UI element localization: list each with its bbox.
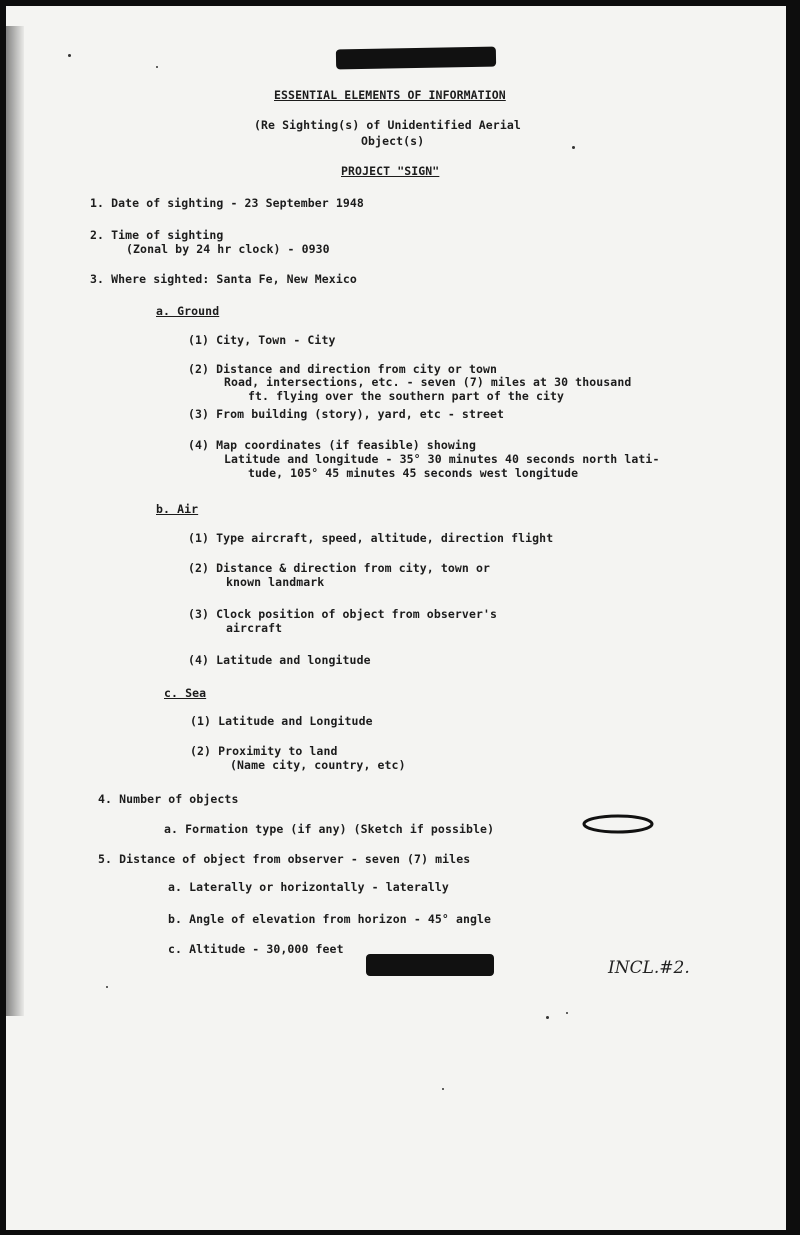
item-3b1: (1) Type aircraft, speed, altitude, direction flight — [188, 531, 554, 545]
scan-speck — [156, 66, 158, 68]
redaction-bar-top — [336, 47, 496, 70]
item-3c2-line2: (Name city, country, etc) — [230, 758, 406, 772]
item-4a-formation: a. Formation type (if any) (Sketch if possible) — [164, 822, 495, 836]
scan-speck — [68, 54, 71, 57]
item-3b-air: b. Air — [156, 502, 199, 516]
item-3a2-line3: ft. flying over the southern part of the city — [248, 389, 565, 403]
item-3b4: (4) Latitude and longitude — [188, 653, 371, 667]
item-3a1: (1) City, Town - City — [188, 333, 336, 347]
item-3b3-line2: aircraft — [226, 621, 283, 635]
item-3a2-line2: Road, intersections, etc. - seven (7) miles at 30 thousand — [224, 375, 632, 389]
item-3a2-line1: (2) Distance and direction from city or town — [188, 362, 498, 376]
document-title: ESSENTIAL ELEMENTS OF INFORMATION — [274, 88, 506, 102]
subtitle-line-1: (Re Sighting(s) of Unidentified Aerial — [254, 118, 521, 132]
item-3b2-line2: known landmark — [226, 575, 325, 589]
scan-speck — [106, 986, 108, 988]
item-3b2-line1: (2) Distance & direction from city, town or — [188, 561, 491, 575]
item-3-where: 3. Where sighted: Santa Fe, New Mexico — [90, 272, 357, 286]
scan-speck — [546, 1016, 549, 1019]
item-3a4-line3: tude, 105° 45 minutes 45 seconds west longitude — [248, 466, 579, 480]
item-5c: c. Altitude - 30,000 feet — [168, 942, 344, 956]
item-3c1: (1) Latitude and Longitude — [190, 714, 373, 728]
ellipse-sketch-icon — [580, 810, 660, 840]
item-3b3-line1: (3) Clock position of object from observer's — [188, 607, 498, 621]
item-3a3: (3) From building (story), yard, etc - street — [188, 407, 505, 421]
document-page — [6, 6, 786, 1230]
project-heading: PROJECT "SIGN" — [341, 164, 440, 178]
scan-speck — [442, 1088, 444, 1090]
item-5b: b. Angle of elevation from horizon - 45° angle — [168, 912, 492, 926]
item-3a4-line2: Latitude and longitude - 35° 30 minutes 40 seconds north lati- — [224, 452, 660, 466]
item-1-date: 1. Date of sighting - 23 September 1948 — [90, 196, 364, 210]
item-3a-ground: a. Ground — [156, 304, 220, 318]
item-3c2-line1: (2) Proximity to land — [190, 744, 338, 758]
scan-edge-shadow — [6, 26, 24, 1016]
item-5a: a. Laterally or horizontally - laterally — [168, 880, 449, 894]
subtitle-line-2: Object(s) — [361, 134, 425, 148]
scan-speck — [572, 146, 575, 149]
handwritten-note: INCL.#2. — [608, 958, 690, 978]
item-2-time-detail: (Zonal by 24 hr clock) - 0930 — [126, 242, 330, 256]
redaction-bar-bottom — [366, 954, 494, 976]
item-3a4-line1: (4) Map coordinates (if feasible) showing — [188, 438, 476, 452]
item-5-distance: 5. Distance of object from observer - seven (7) miles — [98, 852, 471, 866]
item-2-time: 2. Time of sighting — [90, 228, 224, 242]
scan-speck — [566, 1012, 568, 1014]
item-4-number: 4. Number of objects — [98, 792, 239, 806]
item-3c-sea: c. Sea — [164, 686, 207, 700]
